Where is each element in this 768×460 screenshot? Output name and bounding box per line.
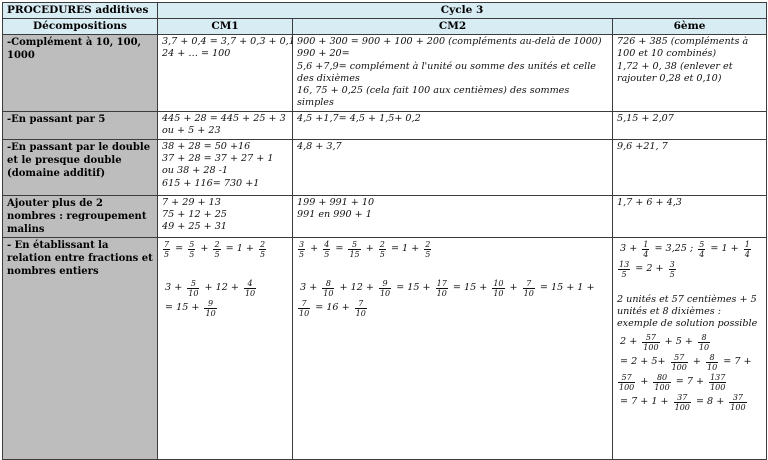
procedure-label: -En passant par 5 (3, 111, 158, 139)
fraction (323, 240, 330, 259)
sixieme-cell (613, 237, 767, 459)
cell-line: 16, 75 + 0,25 (cela fait 100 aux centièmes) des sommes simples (297, 85, 570, 109)
denominator: 100 (643, 342, 659, 352)
cm1-cell (158, 195, 293, 237)
expression-text: 3 + (297, 282, 321, 294)
numerator: 17 (436, 278, 447, 288)
expression-text: 3 + (617, 243, 641, 255)
cell-line: 5,6 +7,9= complément à l'unité ou somme des unités et celle des dixièmes (297, 60, 596, 84)
fraction (213, 240, 220, 259)
cell-line: 24 + … = 100 (162, 48, 231, 60)
cell-line: 3,7 + 0,4 = 3,7 + 0,3 + 0,1 (162, 36, 295, 47)
denominator: 5 (621, 269, 627, 279)
fraction-expression (617, 333, 762, 412)
fraction (698, 333, 710, 352)
denominator: 10 (323, 288, 334, 298)
denominator: 10 (188, 288, 199, 298)
denominator: 100 (671, 362, 687, 372)
expression-text: = 7 + (720, 356, 755, 368)
expression-text: 2 + (617, 336, 641, 348)
expression-text: + (197, 243, 212, 255)
expression-text: + (637, 376, 652, 388)
fraction (698, 240, 705, 259)
table-row (3, 195, 767, 237)
numerator: 3 (669, 259, 675, 269)
cell-line: 2 unités et 57 centièmes + 5 unités et 8 dixièmes : exemple de solution possible (617, 293, 758, 330)
fraction (706, 353, 718, 372)
cm1-cell (158, 139, 293, 195)
expression-text: = 8 + (692, 396, 728, 408)
cell-line: 7 + 29 + 13 (162, 196, 221, 208)
cm2-cell (293, 35, 613, 112)
denominator: 5 (189, 249, 195, 259)
expression-text: = (332, 243, 347, 255)
sixieme-cell (613, 35, 767, 112)
denominator: 5 (669, 269, 675, 279)
expression-text: = (172, 243, 187, 255)
numerator: 1 (643, 239, 649, 249)
denominator: 5 (214, 249, 220, 259)
numerator: 5 (348, 240, 360, 250)
expression-text: = 15 + (162, 302, 203, 314)
fraction (674, 393, 691, 412)
fraction-expression (162, 240, 288, 259)
fraction (669, 260, 676, 279)
fraction-expression (162, 279, 288, 318)
expression-text: = 1 + (707, 243, 742, 255)
denominator: 10 (707, 362, 718, 372)
numerator: 4 (324, 239, 330, 249)
procedure-label: - En établissant la relation entre fractions et nombres entiers (3, 237, 158, 459)
fraction (744, 240, 751, 259)
cm1-header: CM1 (158, 19, 293, 35)
numerator: 7 (298, 299, 310, 309)
fraction (618, 260, 630, 279)
decompositions-header: Décompositions (3, 19, 158, 35)
numerator: 57 (671, 353, 688, 363)
procedure-label: -Complément à 10, 100, 1000 (3, 35, 158, 112)
denominator: 4 (744, 249, 750, 259)
fraction (436, 279, 448, 298)
denominator: 10 (299, 308, 310, 318)
numerator: 5 (189, 239, 195, 249)
fraction (298, 240, 305, 259)
expression-text: = 3,25 ; (651, 243, 697, 255)
fraction (642, 240, 649, 259)
numerator: 8 (322, 279, 334, 289)
cell-line: 726 + 385 (compléments à 100 et 10 combinés) (617, 36, 749, 60)
cell-line: 990 + 20= (297, 48, 350, 60)
expression-text: + (689, 356, 704, 368)
denominator: 10 (379, 288, 391, 298)
denominator: 15 (349, 249, 360, 259)
fraction (492, 279, 504, 298)
numerator: 7 (164, 239, 170, 249)
expression-text: = 1 + (222, 243, 257, 255)
denominator: 100 (674, 402, 690, 412)
cm2-header: CM2 (293, 19, 613, 35)
procedure-label: -En passant par le double et le presque double (domaine additif) (3, 139, 158, 195)
cell-line: 615 + 116= 730 +1 (162, 177, 260, 189)
numerator: 8 (698, 333, 710, 343)
denominator: 10 (436, 288, 447, 298)
fraction (355, 299, 367, 318)
numerator: 3 (299, 239, 305, 249)
denominator: 5 (324, 249, 330, 259)
cell-line: 199 + 991 + 10 (297, 196, 375, 208)
fraction (523, 279, 535, 298)
cell-line: 75 + 12 + 25 (162, 209, 227, 221)
expression-text: = 7 + 1 + (617, 396, 672, 408)
cm2-cell: 4,8 + 3,7 (293, 139, 613, 195)
sixieme-header: 6ème (613, 19, 767, 35)
cm1-cell: 445 + 28 = 445 + 25 + 3 ou + 5 + 23 (158, 111, 293, 139)
sixieme-cell: 9,6 +21, 7 (613, 139, 767, 195)
fraction (618, 373, 635, 392)
denominator: 4 (699, 249, 705, 259)
fraction-expression (617, 260, 762, 279)
table-row (3, 111, 767, 139)
numerator: 57 (618, 373, 635, 383)
cell-line: 1,72 + 0, 38 (enlever et rajouter 0,28 et 0,10) (617, 60, 733, 84)
expression-text: + (307, 243, 322, 255)
expression-text: = 16 + (312, 302, 353, 314)
numerator: 10 (493, 278, 504, 288)
fraction (671, 353, 688, 372)
expression-text: + 5 + (661, 336, 696, 348)
fraction (379, 279, 391, 298)
fraction-expression (297, 240, 608, 259)
cell-line: 38 + 28 = 50 +16 (162, 140, 251, 152)
expression-text: = 2 + 5+ (617, 356, 669, 368)
numerator: 2 (425, 239, 431, 249)
fraction (204, 299, 216, 318)
numerator: 2 (214, 239, 220, 249)
denominator: 5 (259, 249, 266, 259)
fraction (188, 240, 195, 259)
denominator: 10 (205, 308, 216, 318)
numerator: 9 (204, 299, 216, 309)
cell-line: 991 en 990 + 1 (297, 209, 372, 221)
denominator: 100 (619, 382, 635, 392)
numerator: 8 (706, 353, 718, 363)
denominator: 5 (379, 249, 385, 259)
fraction (424, 240, 431, 259)
procedures-header: PROCEDURES additives (3, 3, 158, 19)
cm1-cell (158, 35, 293, 112)
denominator: 10 (698, 342, 710, 352)
expression-text: + 12 + (336, 282, 377, 294)
numerator: 13 (619, 259, 630, 269)
fraction (298, 299, 310, 318)
denominator: 100 (730, 402, 746, 412)
sixieme-cell: 1,7 + 6 + 4,3 (613, 195, 767, 237)
fraction (187, 279, 199, 298)
expression-text: + (506, 282, 521, 294)
numerator: 57 (642, 333, 659, 343)
fraction (642, 333, 659, 352)
numerator: 5 (187, 279, 199, 289)
numerator: 5 (699, 239, 705, 249)
fraction (653, 373, 670, 392)
denominator: 100 (710, 382, 726, 392)
numerator: 80 (653, 373, 670, 383)
numerator: 7 (523, 279, 535, 289)
denominator: 4 (643, 249, 649, 259)
table-row (3, 35, 767, 112)
denominator: 5 (425, 249, 431, 259)
numerator: 9 (379, 279, 391, 289)
expression-text: 3 + (162, 282, 186, 294)
sixieme-cell: 5,15 + 2,07 (613, 111, 767, 139)
denominator: 5 (164, 249, 170, 259)
denominator: 10 (244, 288, 256, 298)
denominator: 10 (355, 308, 366, 318)
cm2-cell (293, 195, 613, 237)
procedure-label: Ajouter plus de 2 nombres : regroupement malins (3, 195, 158, 237)
expression-text: + 12 + (201, 282, 242, 294)
cell-line: 37 + 28 = 37 + 27 + 1 (162, 153, 274, 165)
table-row (3, 139, 767, 195)
cm2-cell (293, 237, 613, 459)
expression-text: = 15 + (449, 282, 491, 294)
cm1-cell (158, 237, 293, 459)
fraction (348, 240, 360, 259)
expression-text: = 7 + (672, 376, 708, 388)
numerator: 137 (710, 372, 726, 382)
fraction (709, 373, 726, 392)
numerator: 4 (244, 279, 256, 289)
expression-text: = 2 + (632, 263, 667, 275)
numerator: 7 (355, 299, 367, 309)
numerator: 37 (674, 393, 691, 403)
cell-line: 49 + 25 + 31 (162, 221, 227, 233)
fraction-expression (297, 279, 608, 318)
fraction (729, 393, 746, 412)
denominator: 100 (654, 382, 670, 392)
expression-text: = 1 + (387, 243, 423, 255)
expression-text: = 15 + 1 + (536, 282, 598, 294)
numerator: 2 (379, 239, 385, 249)
denominator: 5 (299, 249, 305, 259)
denominator: 10 (523, 288, 534, 298)
procedures-table (2, 2, 767, 460)
numerator: 2 (259, 239, 266, 249)
expression-text: + (362, 243, 377, 255)
numerator: 1 (744, 239, 750, 249)
fraction (322, 279, 334, 298)
fraction-expression (617, 240, 762, 259)
fraction (259, 240, 266, 259)
cm2-cell: 4,5 +1,7= 4,5 + 1,5+ 0,2 (293, 111, 613, 139)
cell-line: ou 38 + 28 -1 (162, 165, 228, 177)
table-row (3, 237, 767, 459)
fraction (244, 279, 256, 298)
expression-text: = 15 + (393, 282, 434, 294)
denominator: 10 (493, 288, 504, 298)
numerator: 37 (729, 393, 746, 403)
cycle-header: Cycle 3 (158, 3, 767, 19)
fraction (379, 240, 386, 259)
fraction (163, 240, 170, 259)
cell-line: 900 + 300 = 900 + 100 + 200 (compléments au-delà de 1000) (297, 36, 602, 47)
